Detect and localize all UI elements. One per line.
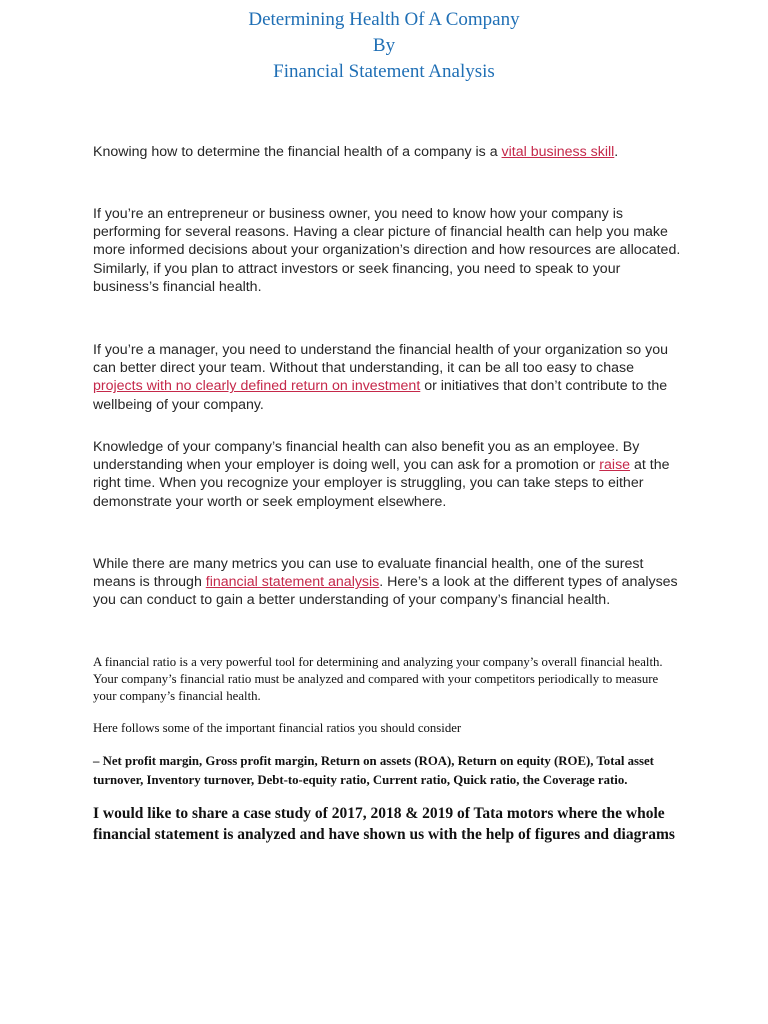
document-title-line-2: By: [372, 35, 396, 56]
intro-text: Knowing how to determine the financial health of a company is a: [93, 144, 502, 160]
employee-text-end: at the right time. When you recognize your employer is struggling, you can take steps to either demonstrate your worth or seek employment elsewhere.: [93, 457, 670, 510]
entrepreneur-paragraph: If you’re an entrepreneur or business owner, you need to know how your company is performing for several reasons. Having a clear picture of financial health can help you make more informed decisions about your organization’s direction and how resources are allocated. Similarly, if you plan to attract investors or seek financing, you need to speak to your business’s financial health.: [93, 206, 681, 295]
financial-statement-analysis-link[interactable]: financial statement analysis: [205, 574, 380, 591]
employee-text: Knowledge of your company’s financial health can also benefit you as an employee. By understanding when your employer is doing well, you can ask for a promotion or: [93, 439, 640, 474]
manager-text: If you’re a manager, you need to understand the financial health of your organization so you can better direct your team. Without that understanding, it can be all too easy to chase: [93, 342, 668, 377]
intro-paragraph: [93, 143, 683, 161]
case-study-paragraph: I would like to share a case study of 2017, 2018 & 2019 of Tata motors where the whole financial statement is analyzed and have shown us with the help of figures and diagrams: [93, 805, 675, 843]
metrics-text: While there are many metrics you can use to evaluate financial health, one of the surest means is through: [93, 556, 644, 591]
intro-text-end: .: [614, 144, 619, 160]
ratios-list-paragraph: – Net profit margin, Gross profit margin, Return on assets (ROA), Return on equity (ROE), Total asset turnover, Inventory turnover, Debt-to-equity ratio, Current ratio, Quick ratio, the Coverage ratio.: [93, 754, 654, 787]
metrics-text-end: . Here’s a look at the different types of analyses you can conduct to gain a better understanding of your company’s financial health.: [93, 574, 678, 609]
projects-return-link[interactable]: projects with no clearly defined return on investment: [93, 378, 421, 395]
metrics-paragraph: [93, 555, 683, 610]
document-title-line-3: Financial Statement Analysis: [273, 61, 495, 82]
ratios-intro-paragraph: Here follows some of the important financial ratios you should consider: [93, 721, 462, 735]
manager-text-end: or initiatives that don’t contribute to the wellbeing of your company.: [93, 378, 668, 413]
vital-business-skill-link[interactable]: vital business skill: [501, 144, 615, 160]
raise-link[interactable]: raise: [599, 457, 631, 474]
financial-ratio-paragraph: A financial ratio is a very powerful tool for determining and analyzing your company’s overall financial health. Your company’s financial ratio must be analyzed and compared with your competitors periodically to measure your company’s financial health.: [93, 655, 663, 703]
document-title-line-1: Determining Health Of A Company: [248, 9, 520, 30]
manager-paragraph: [93, 341, 683, 414]
employee-paragraph: [93, 438, 683, 511]
